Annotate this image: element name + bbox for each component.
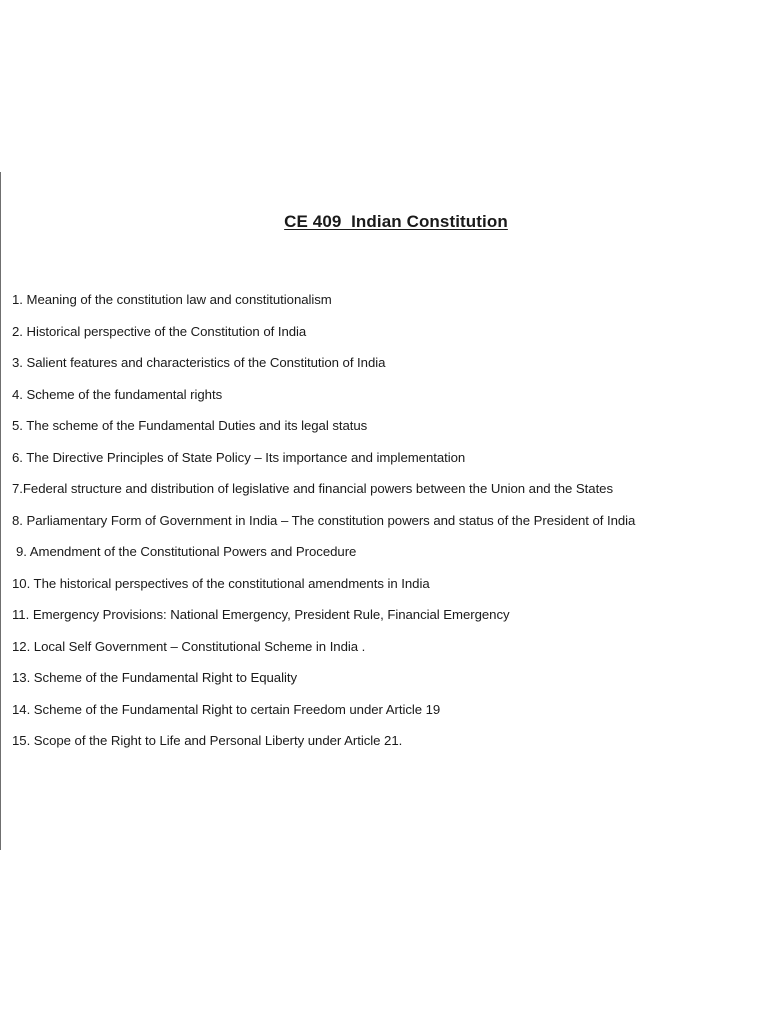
list-item: 12. Local Self Government – Constitutional Scheme in India . [12, 638, 366, 654]
document-title: CE 409 Indian Constitution [284, 212, 508, 231]
list-item: 13. Scheme of the Fundamental Right to Equality [12, 670, 298, 685]
list-item: 14. Scheme of the Fundamental Right to certain Freedom under Article 19 [12, 701, 441, 717]
list-item: 5. The scheme of the Fundamental Duties and its legal status [12, 418, 368, 433]
list-item: 3. Salient features and characteristics of the Constitution of India [12, 355, 386, 370]
list-item: 9. Amendment of the Constitutional Powers and Procedure [16, 544, 357, 559]
list-item: 7.Federal structure and distribution of legislative and financial powers between the Union and the States [12, 481, 614, 496]
list-item: 2. Historical perspective of the Constitution of India [12, 323, 307, 339]
list-item: 10. The historical perspectives of the constitutional amendments in India [12, 575, 430, 591]
list-item: 4. Scheme of the fundamental rights [12, 386, 223, 402]
list-item: 11. Emergency Provisions: National Emergency, President Rule, Financial Emergency [12, 607, 510, 622]
topic-list [12, 284, 762, 757]
left-margin-line [0, 172, 1, 850]
list-item: 8. Parliamentary Form of Government in India – The constitution powers and status of the President of India [12, 512, 636, 528]
list-item: 15. Scope of the Right to Life and Personal Liberty under Article 21. [12, 733, 403, 748]
list-item: 6. The Directive Principles of State Policy – Its importance and implementation [12, 449, 466, 465]
list-item: 1. Meaning of the constitution law and constitutionalism [12, 292, 332, 307]
